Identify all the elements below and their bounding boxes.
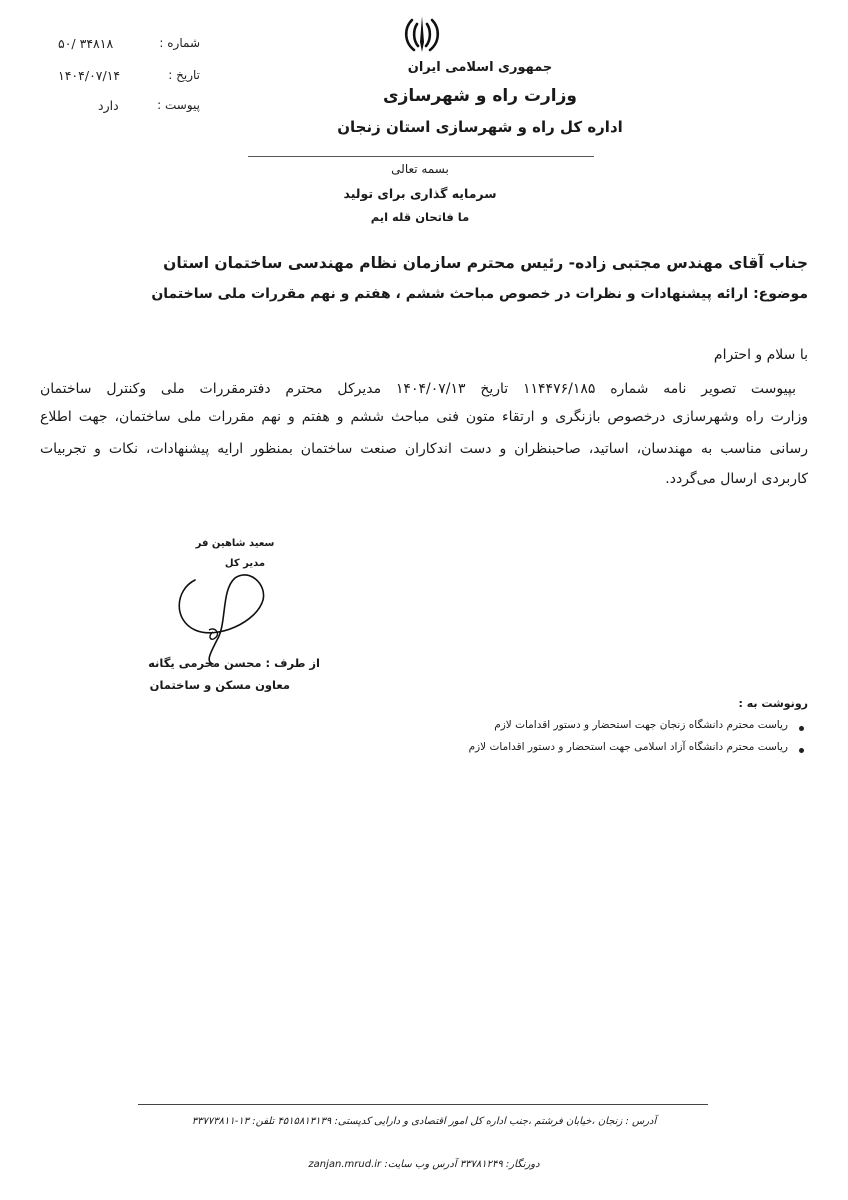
on-behalf-line: از طرف : محسن محرمی یگانه [148, 656, 320, 670]
letter-number-row [40, 36, 240, 56]
letter-number-label: شماره : [159, 36, 200, 50]
bullet-icon [799, 726, 804, 731]
body-line-3: رسانی مناسب به مهندسان، اساتید، صاحبنظران و دست اندکاران صنعت ساختمان بمنظور ارایه پیشنهادات، نکات و تجربیات [40, 441, 808, 457]
cc-item: ریاست محترم دانشگاه زنجان جهت استحضار و دستور اقدامات لازم [494, 719, 788, 731]
body-line-2: وزارت راه وشهرسازی درخصوص بازنگری و ارتقاء متون فنی مباحث ششم و هفتم و نهم مقررات ملی ساختمان، جهت اطلاع [40, 409, 808, 425]
letter-date-label: تاریخ : [168, 68, 200, 82]
motto: ما فاتحان قله ایم [370, 210, 470, 224]
footer-address: آدرس : زنجان ،خیابان فرشتم ،جنب اداره کل امور اقتصادی و دارایی کدپستی: ۴۵۱۵۸۱۳۱۳۹ تلفن: ۱۳-۳۳۷۷۳۸۱۱ [191, 1116, 657, 1127]
signatory-title: مدیر کل [224, 558, 266, 569]
deputy-title: معاون مسکن و ساختمان [149, 678, 290, 692]
letter-attachment-value: دارد [98, 98, 119, 113]
cc-title: رونوشت به : [738, 697, 808, 710]
letter-number-value: ۵۰/ ۳۴۸۱۸ [58, 36, 114, 51]
subject-line: موضوع: ارائه پیشنهادات و نظرات در خصوص مباحث ششم ، هفتم و نهم مقررات ملی ساختمان [151, 286, 808, 302]
handwritten-signature [165, 560, 275, 670]
body-line-1: بپیوست تصویر نامه شماره ۱۱۴۴۷۶/۱۸۵ تاریخ ۱۴۰۴/۰۷/۱۳ مدیرکل محترم دفترمقررات ملی وکنترل ساختمان [40, 381, 796, 397]
header-ministry: وزارت راه و شهرسازی [382, 86, 577, 106]
signatory-name: سعید شاهین فر [195, 538, 275, 549]
header-divider [248, 156, 594, 157]
invocation: بسمه تعالی [391, 162, 449, 176]
greeting: با سلام و احترام [713, 347, 808, 363]
body-line-4: کاربردی ارسال می‌گردد. [665, 471, 808, 487]
year-slogan: سرمایه گذاری برای تولید [343, 186, 497, 201]
footer-divider [138, 1104, 708, 1105]
header-directorate: اداره کل راه و شهرسازی استان زنجان [337, 118, 623, 136]
letter-date-value: ۱۴۰۴/۰۷/۱۴ [58, 68, 121, 83]
iran-emblem-icon [400, 12, 444, 56]
footer-website: دورنگار: ۳۳۷۸۱۲۴۹ آدرس وب سایت: zanjan.mrud.ir [308, 1159, 540, 1170]
header-country: جمهوری اسلامی ایران [407, 60, 553, 75]
cc-item: ریاست محترم دانشگاه آزاد اسلامی جهت استحضار و دستور اقدامات لازم [468, 741, 788, 753]
letter-attachment-label: پیوست : [157, 98, 200, 112]
addressee-line: جناب آقای مهندس مجتبی زاده- رئیس محترم سازمان نظام مهندسی ساختمان استان [163, 254, 808, 272]
bullet-icon [799, 748, 804, 753]
